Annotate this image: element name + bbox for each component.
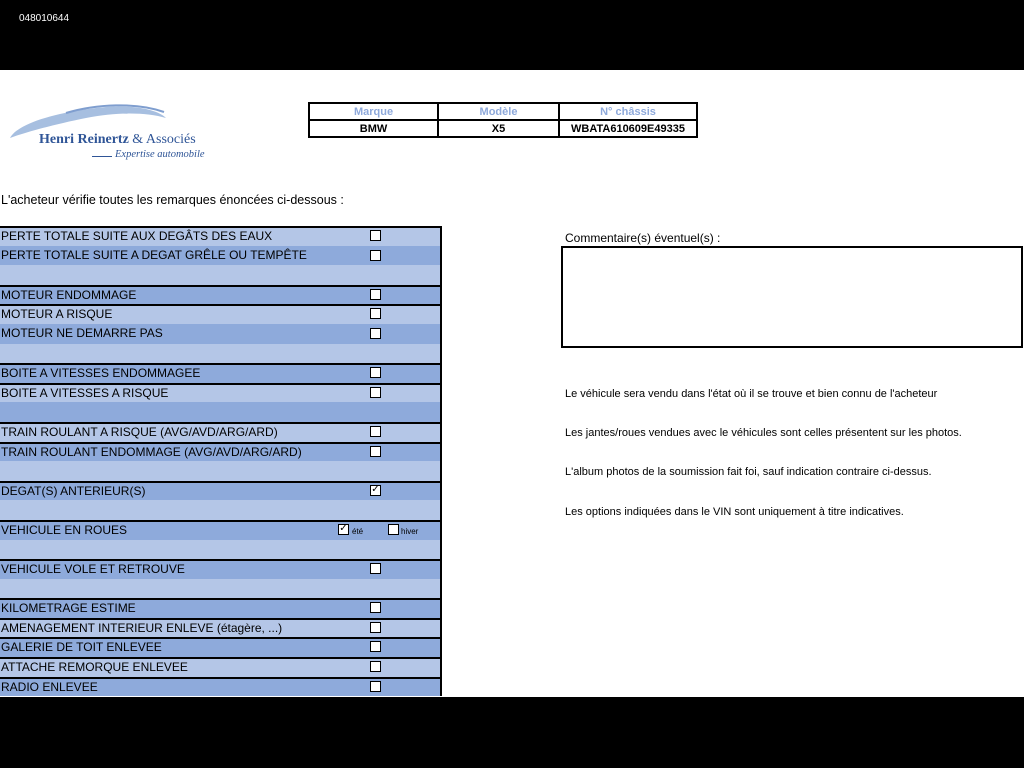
checklist-row (0, 246, 440, 266)
document-id: 048010644 (19, 13, 70, 24)
vehicle-marque-value: BMW (309, 120, 438, 137)
checklist-row (0, 637, 440, 657)
checklist-row (0, 285, 440, 305)
checklist-checkbox[interactable] (370, 308, 381, 319)
note-etat: Le véhicule sera vendu dans l'état où il se trouve et bien connu de l'acheteur (565, 388, 938, 400)
checklist-label: BOITE A VITESSES ENDOMMAGEE (1, 366, 201, 381)
checklist-label: AMENAGEMENT INTERIEUR ENLEVE (étagère, ...) (1, 620, 283, 635)
checklist-row (0, 304, 440, 324)
logo-company-name: Henri Reinertz & Associés (39, 132, 196, 147)
checklist-spacer (0, 461, 440, 481)
checklist-spacer (0, 500, 440, 520)
checklist-row (0, 657, 440, 677)
checklist-row (0, 520, 440, 540)
checklist-checkbox[interactable] (370, 328, 381, 339)
checklist-label: RADIO ENLEVEE (1, 679, 98, 694)
checklist-row (0, 618, 440, 638)
checklist-checkbox[interactable] (370, 622, 381, 633)
checkbox-hiver[interactable] (388, 524, 399, 535)
checklist-row (0, 677, 440, 697)
checklist-label: BOITE A VITESSES A RISQUE (1, 385, 169, 400)
vehicle-info-table (308, 102, 698, 138)
intro-text: L'acheteur vérifie toutes les remarques énoncées ci-dessous : (1, 193, 344, 207)
checklist-checkbox[interactable] (370, 641, 381, 652)
checklist-spacer (0, 579, 440, 599)
checklist-checkbox[interactable] (370, 250, 381, 261)
checklist-checkbox[interactable] (370, 661, 381, 672)
checklist-spacer (0, 402, 440, 422)
checklist-spacer (0, 265, 440, 285)
checklist-checkbox[interactable] (370, 387, 381, 398)
vehicle-header-modele: Modèle (438, 103, 559, 120)
checkbox-ete[interactable]: ✓ (339, 522, 348, 534)
checklist-checkbox[interactable] (370, 367, 381, 378)
checklist-row (0, 383, 440, 403)
logo-subtitle: Expertise automobile (115, 149, 205, 160)
checklist-label: MOTEUR ENDOMMAGE (1, 287, 137, 302)
label-hiver: hiver (401, 526, 419, 536)
checklist-label: PERTE TOTALE SUITE AUX DEGÂTS DES EAUX (1, 229, 273, 243)
comment-label: Commentaire(s) éventuel(s) : (565, 231, 721, 245)
checklist-row (0, 598, 440, 618)
remarks-checklist (0, 226, 442, 696)
checklist-label: VEHICULE VOLE ET RETROUVE (1, 562, 185, 577)
checklist-row (0, 481, 440, 501)
checklist-label: KILOMETRAGE ESTIME (1, 601, 136, 616)
checklist-row (0, 324, 440, 344)
vehicle-chassis-value: WBATA610609E49335 (559, 120, 697, 137)
checklist-spacer (0, 344, 440, 364)
checklist-checkbox[interactable] (370, 563, 381, 574)
checklist-row (0, 559, 440, 579)
checklist-checkbox[interactable] (370, 446, 381, 457)
vehicle-header-chassis: N° châssis (559, 103, 697, 120)
logo-divider (92, 156, 112, 157)
note-album: L'album photos de la soumission fait foi, sauf indication contraire ci-dessus. (565, 466, 932, 478)
checklist-checkbox[interactable]: ✓ (371, 483, 380, 495)
vehicle-modele-value: X5 (438, 120, 559, 137)
note-jantes: Les jantes/roues vendues avec le véhicules sont celles présentent sur les photos. (565, 427, 962, 439)
checklist-label: TRAIN ROULANT A RISQUE (AVG/AVD/ARG/ARD) (1, 424, 278, 439)
checklist-label: TRAIN ROULANT ENDOMMAGE (AVG/AVD/ARG/ARD) (1, 444, 302, 459)
checklist-checkbox[interactable] (370, 289, 381, 300)
checklist-label: VEHICULE EN ROUES (1, 522, 128, 537)
checklist-checkbox[interactable] (370, 602, 381, 613)
checklist-label: MOTEUR A RISQUE (1, 307, 113, 322)
checklist-row (0, 226, 440, 246)
inspection-form (0, 70, 1024, 697)
checklist-label: PERTE TOTALE SUITE A DEGAT GRÊLE OU TEMPÊTE (1, 247, 307, 262)
checklist-checkbox[interactable] (370, 230, 381, 241)
checklist-checkbox[interactable] (370, 426, 381, 437)
checklist-label: MOTEUR NE DEMARRE PAS (1, 325, 163, 340)
checklist-label: ATTACHE REMORQUE ENLEVEE (1, 660, 188, 675)
checklist-checkbox[interactable] (370, 681, 381, 692)
checklist-row (0, 363, 440, 383)
checklist-spacer (0, 540, 440, 560)
company-logo (6, 100, 236, 164)
checklist-row (0, 442, 440, 462)
checklist-row (0, 422, 440, 442)
label-ete: été (352, 526, 364, 536)
vehicle-header-marque: Marque (309, 103, 438, 120)
checklist-label: GALERIE DE TOIT ENLEVEE (1, 640, 162, 655)
note-options: Les options indiquées dans le VIN sont uniquement à titre indicatives. (565, 506, 904, 518)
comment-field[interactable] (561, 246, 1023, 348)
checklist-label: DEGAT(S) ANTERIEUR(S) (1, 483, 146, 498)
